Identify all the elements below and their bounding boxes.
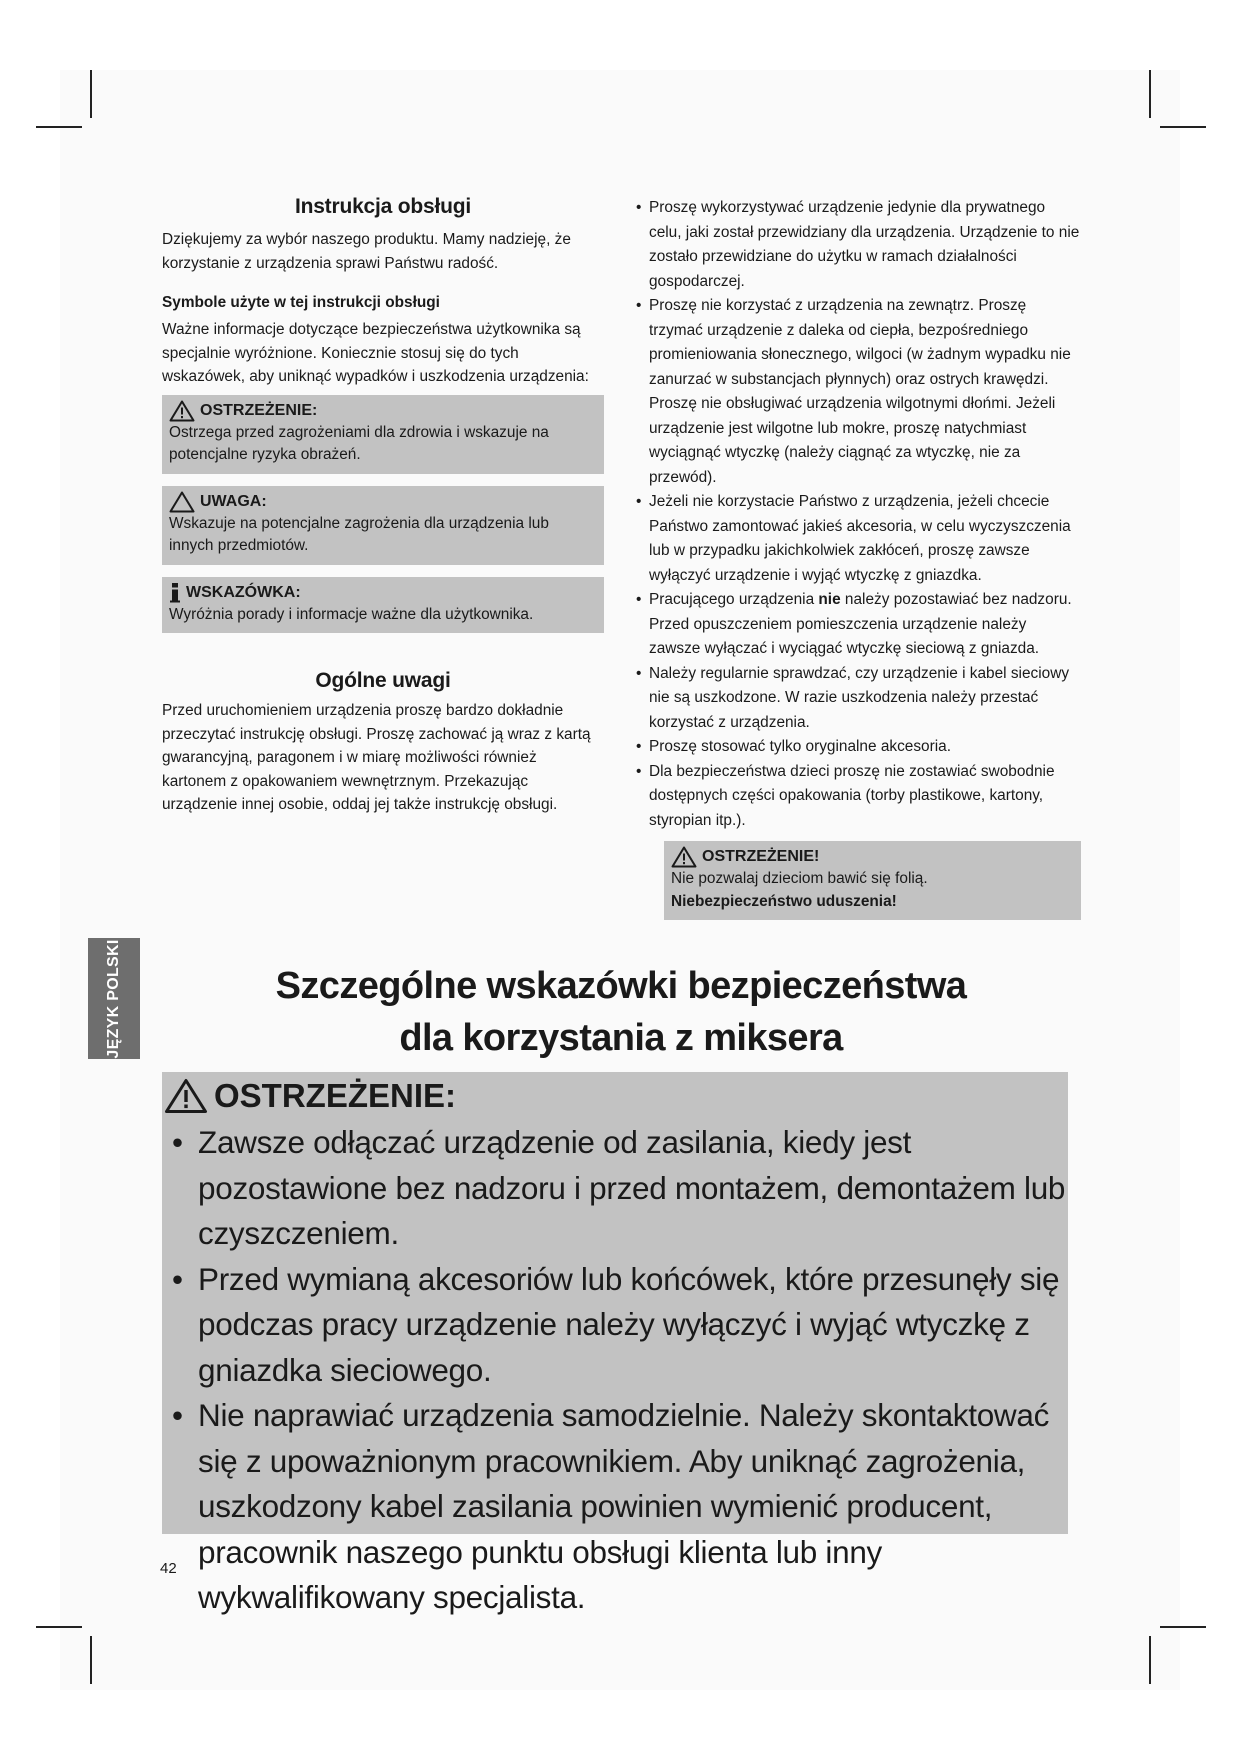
warning-triangle-icon [671, 846, 697, 868]
child-warning-text-bold: Niebezpieczeństwo uduszenia! [671, 892, 897, 910]
list-item: • Proszę wykorzystywać urządzenie jedynie dla prywatnego celu, jaki został przewidziany dla urządzenia. Urządzenie to nie zostało przewidziane do użytku w ramach działalności gospodarczej. [636, 199, 1080, 290]
list-item: • Pracującego urządzenia nie należy pozostawiać bez nadzoru. Przed opuszczeniem pomieszczenia urządzenie należy zawsze wyłączać i wyciągać wtyczkę sieciową z gniazda. [636, 591, 1072, 657]
info-icon [169, 582, 181, 604]
caution-box [162, 486, 604, 565]
special-warning-list [168, 1120, 1068, 1621]
child-warning-box [664, 841, 1081, 920]
list-item: • Zawsze odłączać urządzenie od zasilania, kiedy jest pozostawione bez nadzoru i przed montażem, demontażem lub czyszczeniem. [168, 1120, 1068, 1257]
crop-mark [1149, 1636, 1151, 1684]
child-warning-title [671, 846, 1073, 868]
safety-bullet-list [636, 196, 1080, 833]
child-warning-title-label: OSTRZEŻENIE! [702, 848, 820, 865]
list-item: • Proszę stosować tylko oryginalne akcesoria. [636, 738, 951, 755]
bullet-text: Należy regularnie sprawdzać, czy urządzenie i kabel sieciowy nie są uszkodzone. W razie uszkodzenia należy przestać korzystać z urządzenia. [649, 664, 1070, 731]
special-warning-title-label: OSTRZEŻENIE: [214, 1077, 457, 1114]
crop-mark [1160, 126, 1206, 128]
bullet-text: Proszę stosować tylko oryginalne akcesoria. [649, 738, 951, 755]
left-column [162, 195, 604, 817]
child-warning-text-part: Nie pozwalaj dzieciom bawić się folią. [671, 870, 928, 887]
crop-mark [1149, 70, 1151, 118]
special-safety-title [160, 960, 1082, 1064]
note-title-label: WSKAZÓWKA: [186, 583, 301, 601]
caution-text: Wskazuje na potencjalne zagrożenia dla urządzenia lub innych przedmiotów. [169, 514, 549, 554]
bullet-text-part: należy pozostawiać bez nadzoru. Przed opuszczeniem pomieszczenia urządzenie należy zawsze wyłączać i wyciągać wtyczkę sieciową z gniazda. [649, 591, 1072, 657]
language-side-tab [88, 938, 140, 1059]
list-item: • Dla bezpieczeństwa dzieci proszę nie zostawiać swobodnie dostępnych części opakowania (torby plastikowe, kartony, styropian itp.). [636, 762, 1055, 829]
page-number: 42 [160, 1560, 177, 1577]
list-item: • Nie naprawiać urządzenia samodzielnie. Należy skontaktować się z upoważnionym pracownikiem. Aby uniknąć zagrożenia, uszkodzony kabel zasilania powinien wymienić producent, pracownik naszego punktu obsługi klienta lub inny wykwalifikowany specjalista. [168, 1393, 1068, 1621]
symbols-text: Ważne informacje dotyczące bezpieczeństwa użytkownika są specjalnie wyróżnione. Koniecznie stosuj się do tych wskazówek, aby uniknąć wypadków i uszkodzenia urządzenia: [162, 321, 589, 385]
special-warning-title [164, 1072, 456, 1120]
general-notes-title: Ogólne uwagi [315, 669, 451, 692]
special-title-line1: Szczególne wskazówki bezpieczeństwa [275, 965, 967, 1007]
manual-title: Instrukcja obsługi [294, 195, 472, 218]
bullet-text: Proszę wykorzystywać urządzenie jedynie dla prywatnego celu, jaki został przewidziany dla urządzenia. Urządzenie to nie zostało przewidziane do użytku w ramach działalności gospodarczej. [649, 199, 1080, 290]
warning-triangle-icon [164, 1078, 208, 1114]
bullet-text-part: Pracującego urządzenia [649, 591, 819, 608]
note-text: Wyróżnia porady i informacje ważne dla użytkownika. [169, 605, 534, 623]
list-item: • Przed wymianą akcesoriów lub końcówek, które przesunęły się podczas pracy urządzenie należy wyłączyć i wyjąć wtyczkę z gniazdka sieciowego. [168, 1257, 1068, 1394]
caution-triangle-icon [169, 491, 195, 513]
symbols-heading: Symbole użyte w tej instrukcji obsługi [162, 294, 440, 311]
caution-title [169, 491, 596, 513]
note-title [169, 582, 596, 604]
right-column [636, 196, 1080, 920]
list-item: • Należy regularnie sprawdzać, czy urządzenie i kabel sieciowy nie są uszkodzone. W razie uszkodzenia należy przestać korzystać z urządzenia. [636, 664, 1070, 731]
list-item: • Proszę nie korzystać z urządzenia na zewnątrz. Proszę trzymać urządzenie z daleka od ciepła, bezpośredniego promieniowania słonecznego, wilgoci (w żadnym wypadku nie zanurzać w substancjach płynnych) oraz ostrych krawędzi. Proszę nie obsługiwać urządzenia wilgotnymi dłońmi. Jeżeli urządzenie jest wilgotne lub mokre, proszę natychmiast wyciągnąć wtyczkę (należy ciągnąć za wtyczkę, nie za przewód). [636, 297, 1071, 486]
intro-text: Dziękujemy za wybór naszego produktu. Mamy nadzieję, że korzystanie z urządzenia sprawi Państwu radość. [162, 231, 571, 272]
list-item: • Jeżeli nie korzystacie Państwo z urządzenia, jeżeli chcecie Państwo zamontować jakieś akcesoria, w celu wyczyszczenia lub w przypadku jakichkolwiek zakłóceń, proszę zawsze wyłączyć urządzenie i wyjąć wtyczkę z gniazdka. [636, 493, 1071, 584]
crop-mark [36, 126, 82, 128]
warning-triangle-icon [169, 400, 195, 422]
bullet-text-bold: nie [818, 591, 841, 608]
warning-title-label: OSTRZEŻENIE: [200, 401, 318, 419]
language-label: JĘZYK POLSKI [105, 938, 122, 1059]
crop-mark [90, 1636, 92, 1684]
warning-title [169, 400, 596, 422]
special-title-line2: dla korzystania z miksera [399, 1017, 843, 1059]
crop-mark [1160, 1626, 1206, 1628]
warning-text: Ostrzega przed zagrożeniami dla zdrowia i wskazuje na potencjalne ryzyka obrażeń. [169, 423, 549, 463]
caution-title-label: UWAGA: [200, 492, 267, 510]
general-notes-text: Przed uruchomieniem urządzenia proszę bardzo dokładnie przeczytać instrukcję obsługi. Proszę zachować ją wraz z kartą gwarancyjną, paragonem i w miarę możliwości również kartonem z opakowaniem wewnętrznym. Przekazując urządzenie innej osobie, oddaj jej także instrukcję obsługi. [162, 702, 591, 813]
bullet-text: Dla bezpieczeństwa dzieci proszę nie zostawiać swobodnie dostępnych części opakowania (torby plastikowe, kartony, styropian itp.). [649, 762, 1055, 829]
crop-mark [36, 1626, 82, 1628]
child-warning-text [671, 868, 1073, 913]
crop-mark [90, 70, 92, 118]
bullet-text: Proszę nie korzystać z urządzenia na zewnątrz. Proszę trzymać urządzenie z daleka od ciepła, bezpośredniego promieniowania słonecznego, wilgoci (w żadnym wypadku nie zanurzać w substancjach płynnych) oraz ostrych krawędzi. Proszę nie obsługiwać urządzenia wilgotnymi dłońmi. Jeżeli urządzenie jest wilgotne lub mokre, proszę natychmiast wyciągnąć wtyczkę (należy ciągnąć za wtyczkę, nie za przewód). [649, 297, 1071, 486]
note-box [162, 577, 604, 634]
warning-box [162, 395, 604, 474]
bullet-text: Jeżeli nie korzystacie Państwo z urządzenia, jeżeli chcecie Państwo zamontować jakieś akcesoria, w celu wyczyszczenia lub w przypadku jakichkolwiek zakłóceń, proszę zawsze wyłączyć urządzenie i wyjąć wtyczkę z gniazdka. [649, 493, 1071, 584]
